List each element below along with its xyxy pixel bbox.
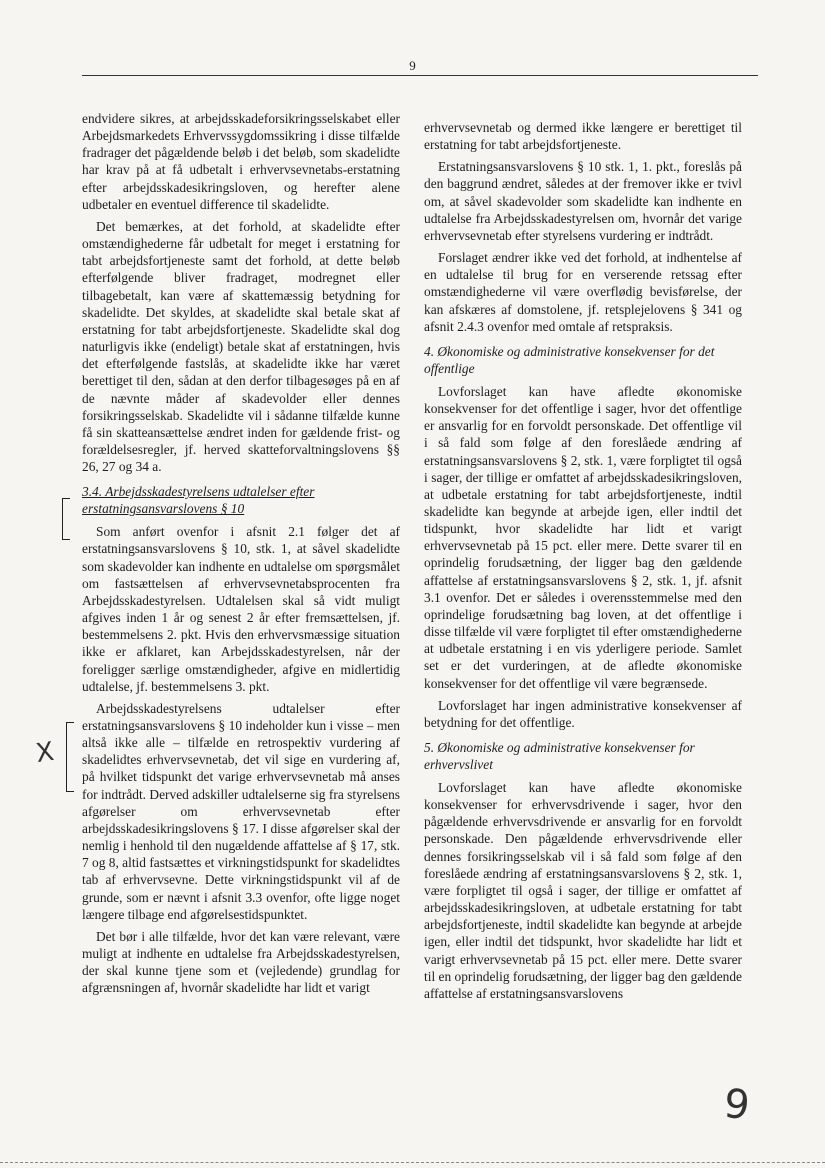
right-paragraph-4: Lovforslaget kan have afledte økonomiske konsekvenser for det offentlige i sager, hvor det offentlige er ansvarlig for en forvoldt personskade. Det offentlige vil i så fald som følge af den foreslåede ændring af erstatningsansvarslovens § 2, stk. 1, være forpligtet til også i sager, der tillige er omfattet af arbejdsskadesikringsloven, at udbetale erstatning for tabt arbejdsfortjeneste, indtil skadelidte kan begynde at arbejde igen, eller indtil det tidspunkt, hvor skadelidte har lidt et varigt erhvervsevnetab på 15 pct. eller mere. Dette svarer til en oprindelig forudsætning, der ligger bag den gældende affattelse af erstatningsansvarslovens § 2, stk. 1, jf. afsnit 3.1 ovenfor. Det er således i overensstemmelse med den oprindelige forudsætning bag loven, at det offentlige i disse tilfælde vil være forpligtet til efter omstændighederne at udbetale erstatning i en vis yderligere periode. Samlet set er det vurderingen, at de afledte økonomiske konsekvenser for det offentlige vil være begrænsede. bbox=[424, 383, 742, 691]
left-column bbox=[82, 110, 400, 1002]
left-paragraph-4: Arbejdsskadestyrelsens udtalelser efter erstatningsansvarslovens § 10 indeholder kun i visse – men altså ikke alle – tilfælde en retrospektiv vurdering af skadelidtes erhvervsevnetab, det vil sige en vurdering af, på hvilket tidspunkt det varige erhvervsevnetab må anses for indtrådt. Derved adskiller udtalelserne sig fra styrelsens afgørelser om erhvervsevnetab efter arbejdsskadesikringslovens § 17. I disse afgørelser skal der nemlig i henhold til den nugældende affattelse af § 17, stk. 7 og 8, altid fastsættes et virkningstidspunkt for skadelidtes tab af erhvervsevne. Dette virkningstidspunkt vil af de grunde, som er nævnt i afsnit 3.3 ovenfor, ofte ligge noget længere tilbage end afgørelsestidspunktet. bbox=[82, 700, 400, 922]
section-heading-5: 5. Økonomiske og administrative konsekvenser for erhvervslivet bbox=[424, 740, 695, 772]
section-heading-4: 4. Økonomiske og administrative konsekvenser for det offentlige bbox=[424, 343, 715, 376]
header-rule bbox=[82, 75, 758, 76]
right-paragraph-1: erhvervsevnetab og dermed ikke længere er berettiget til erstatning for tabt arbejdsfortjeneste. bbox=[424, 120, 742, 153]
handwritten-page-number: 9 bbox=[721, 1080, 752, 1130]
margin-bracket-heading bbox=[62, 498, 70, 540]
section-heading-3-4 bbox=[82, 483, 400, 517]
right-column bbox=[424, 119, 742, 1007]
margin-bracket-paragraph bbox=[66, 722, 74, 792]
left-paragraph-3: Som anført ovenfor i afsnit 2.1 følger det af erstatningsansvarslovens § 10, stk. 1, at såvel skadelidte som skadevolder kan indhente en udtalelse om spørgsmålet om fastsættelsen af erhvervsevnetabsprocenten fra Arbejdsskadestyrelsen. Udtalelsen skal så vidt muligt afgives inden 1 år og senest 2 år efter fremsættelsen, jf. bestemmelsens 2. pkt. Hvis den erhvervsmæssige situation ikke er afklaret, kan Arbejdsskadestyrelsen, når der foreligger særlige omstændigheder, afgive en midlertidig udtalelse, jf. bestemmelsens 3. pkt. bbox=[82, 524, 400, 694]
section-heading-3-4-text: 3.4. Arbejdsskadestyrelsens udtalelser efter erstatningsansvarslovens § 10 bbox=[82, 484, 315, 517]
right-paragraph-5: Lovforslaget har ingen administrative konsekvenser af betydning for det offentlige. bbox=[424, 697, 742, 730]
right-paragraph-2: Erstatningsansvarslovens § 10 stk. 1, 1. pkt., foreslås på den baggrund ændret, således at der fremover ikke er tvivl om, at såvel skadevolder som skadelidte kan indhente en udtalelse fra Arbejdsskadestyrelsen om, hvornår det varige erhvervsevnetab efter styrelsens vurdering er indtrådt. bbox=[424, 159, 742, 243]
left-paragraph-5: Det bør i alle tilfælde, hvor det kan være relevant, være muligt at indhente en udtalelse fra Arbejdsskadestyrelsen, der skal kunne tjene som et (vejledende) grundlag for afgrænsningen af, hvornår skadelidte har lidt et varigt bbox=[82, 928, 400, 996]
right-paragraph-6: Lovforslaget kan have afledte økonomiske konsekvenser for erhvervsdrivende i sager, hvor den pågældende erhvervsdrivende er ansvarlig for en forvoldt personskade. Den pågældende erhvervsdrivende eller dennes forsikringsselskab vil i så fald som følge af den foreslåede ændring af erstatningsansvarslovens § 2, stk. 1, være forpligtet til også i sager, der tillige er omfattet af arbejdsskadesikringsloven, at udbetale erstatning for tabt arbejdsfortjeneste, indtil skadelidte kan begynde at arbejde igen, eller indtil det tidspunkt, hvor skadelidte har lidt et varigt erhvervsevnetab på 15 pct. eller mere. Dette svarer til en oprindelig forudsætning, der ligger bag den gældende affattelse af erstatningsansvarslovens bbox=[424, 780, 742, 1001]
right-paragraph-3: Forslaget ændrer ikke ved det forhold, at indhentelse af en udtalelse til brug for en verserende retssag efter omstændighederne vil være overflødig bevisførelse, der kan afskæres af domstolene, jf. retsplejelovens § 341 og afsnit 2.4.3 ovenfor med omtale af retspraksis. bbox=[424, 250, 742, 334]
left-paragraph-2: Det bemærkes, at det forhold, at skadelidte efter omstændighederne får udbetalt for meget i erstatning for tabt arbejdsfortjeneste samt det forhold, at dette beløb efterfølgende bliver fradraget, modregnet eller tilbagebetalt, kan være af skattemæssig betydning for skadelidte. Det skyldes, at skadelidte skal betale skat af erstatning for tabt arbejdsfortjeneste. Skadelidte skal dog naturligvis ikke (endeligt) betale skat af erstatningen, hvis det efterfølgende fastslås, at skadelidte ikke har været berettiget til den, sådan at den derfor tilbagesøges på en af de nævnte måder af skadevolder eller dennes forsikringsselskab. Skadelidte vil i sådanne tilfælde kunne få sin skatteansættelse ændret inden for gældende frist- og forældelsesregler, jf. herved skatteforvaltningslovens §§ 26, 27 og 34 a. bbox=[82, 218, 400, 475]
scan-edge bbox=[0, 1162, 825, 1163]
handwritten-margin-mark: Χ bbox=[33, 736, 56, 770]
left-paragraph-1: endvidere sikres, at arbejdsskadeforsikringsselskabet eller Arbejdsmarkedets Erhvervssygdomssikring i disse tilfælde fradrager det pågældende beløb i det beløb, som skadelidte har krav på at få udbetalt i erhvervsevnetabs-erstatning efter arbejdsskadesikringsloven, og herefter alene udbetaler en eventuel difference til skadelidte. bbox=[82, 111, 400, 212]
page-number: 9 bbox=[409, 58, 416, 73]
